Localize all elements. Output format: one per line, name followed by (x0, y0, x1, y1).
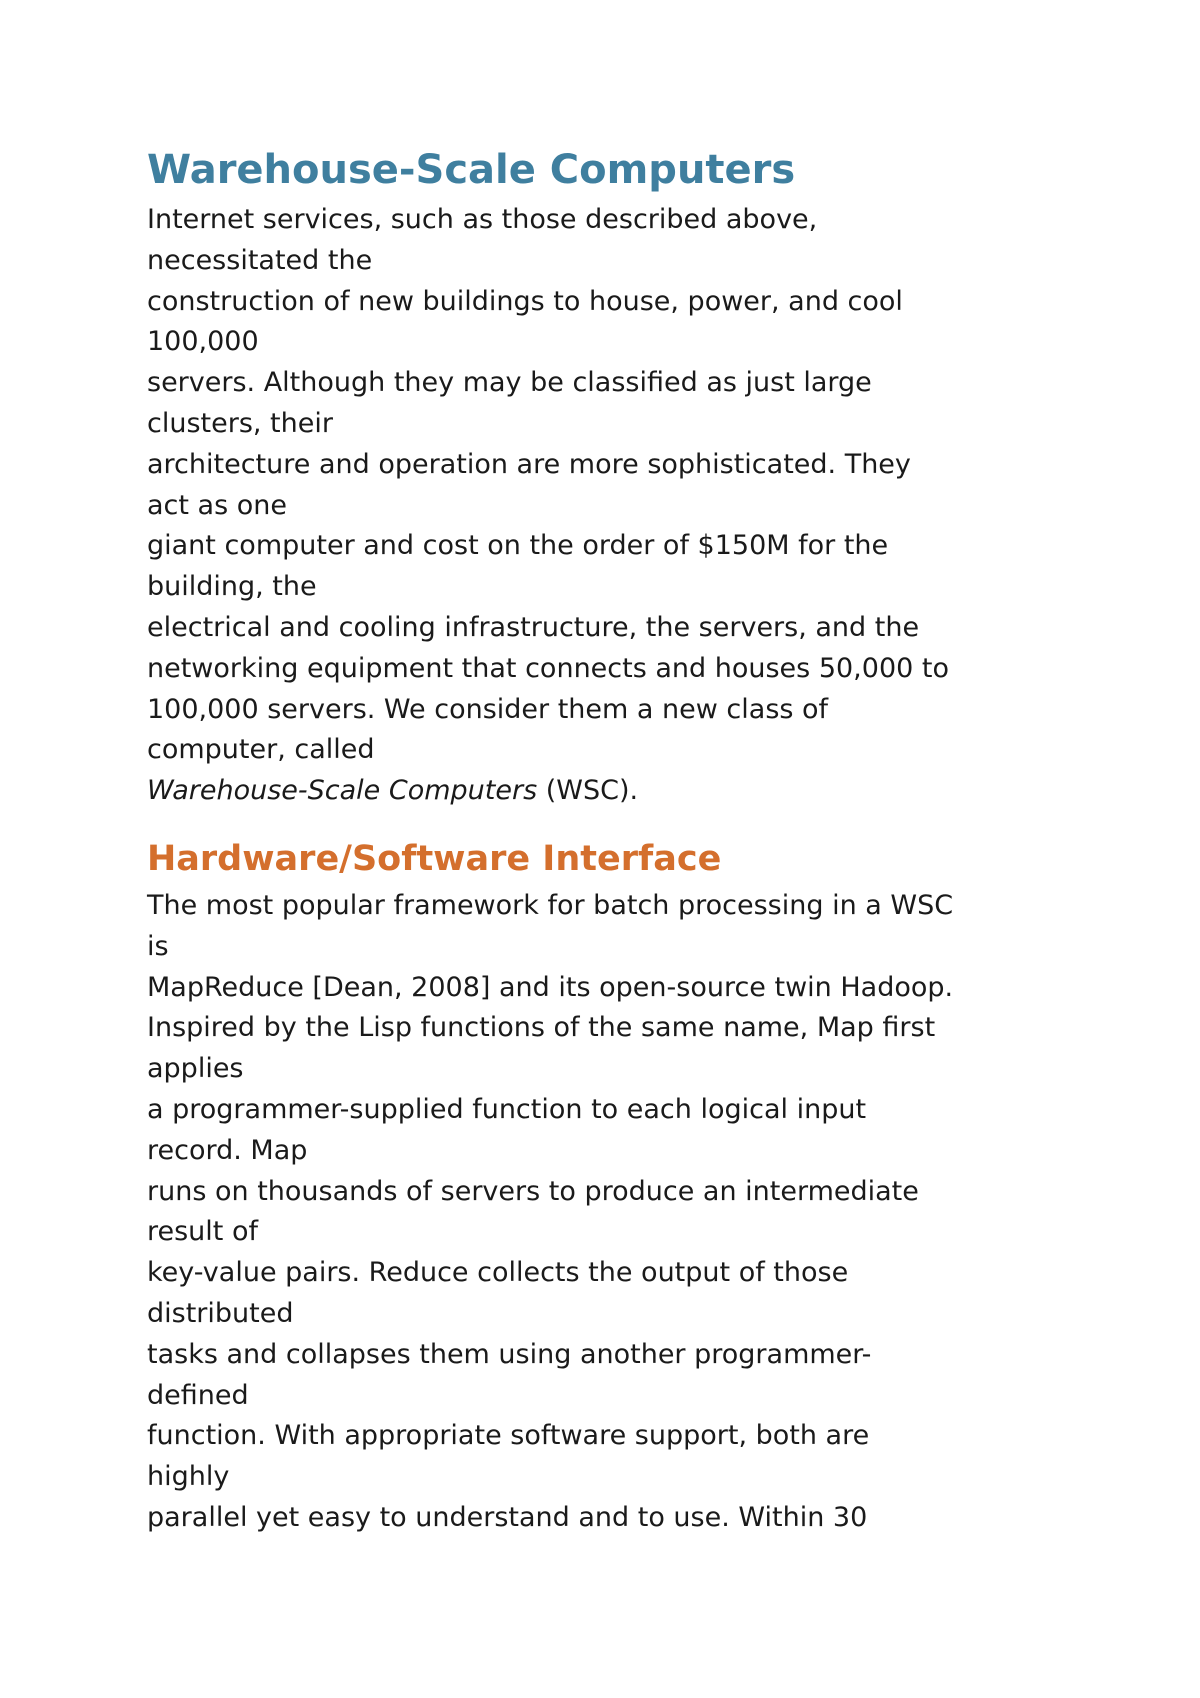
text-line: is (147, 930, 169, 962)
text-line: clusters, their (147, 407, 333, 439)
text-line: result of (147, 1216, 258, 1248)
text-line: applies (147, 1053, 244, 1085)
text-fragment: (WSC). (537, 775, 639, 807)
section-heading-wsc: Warehouse-Scale Computers (147, 147, 796, 193)
text-line: highly (147, 1461, 230, 1493)
text-line: Inspired by the Lisp functions of the same name, Map first (147, 1012, 936, 1044)
section-heading-hw-sw-interface: Hardware/Software Interface (147, 838, 722, 879)
text-line: architecture and operation are more sophisticated. They (147, 448, 911, 480)
text-line: act as one (147, 489, 287, 521)
text-line: construction of new buildings to house, power, and cool (147, 285, 903, 317)
text-line: parallel yet easy to understand and to use. Within 30 (147, 1501, 868, 1533)
text-line: key-value pairs. Reduce collects the output of those (147, 1257, 849, 1289)
text-line: Internet services, such as those described above, (147, 204, 818, 235)
text-line: defined (147, 1379, 249, 1411)
document-page (147, 142, 1077, 1539)
text-line: The most popular framework for batch processing in a WSC (147, 889, 954, 921)
text-line: distributed (147, 1297, 294, 1329)
text-line: runs on thousands of servers to produce an intermediate (147, 1175, 919, 1207)
text-line: networking equipment that connects and houses 50,000 to (147, 652, 949, 684)
text-line: giant computer and cost on the order of $150M for the (147, 530, 889, 562)
text-line: function. With appropriate software support, both are (147, 1420, 870, 1452)
text-line: MapReduce [Dean, 2008] and its open-source twin Hadoop. (147, 971, 954, 1003)
text-line: electrical and cooling infrastructure, the servers, and the (147, 611, 920, 643)
text-line-last (147, 771, 1077, 812)
text-line: record. Map (147, 1134, 308, 1166)
text-line: a programmer-supplied function to each logical input (147, 1093, 867, 1125)
paragraph-wsc (147, 200, 1077, 812)
text-line: 100,000 (147, 326, 259, 358)
italic-term: Warehouse-Scale Computers (147, 775, 538, 807)
text-line: computer, called (147, 734, 375, 766)
text-line: 100,000 servers. We consider them a new class of (147, 693, 829, 725)
text-line: tasks and collapses them using another programmer- (147, 1338, 872, 1370)
paragraph-hw-sw-interface (147, 886, 1077, 1539)
text-line: building, the (147, 571, 317, 603)
text-line: necessitated the (147, 244, 373, 276)
text-line: servers. Although they may be classified as just large (147, 367, 872, 399)
